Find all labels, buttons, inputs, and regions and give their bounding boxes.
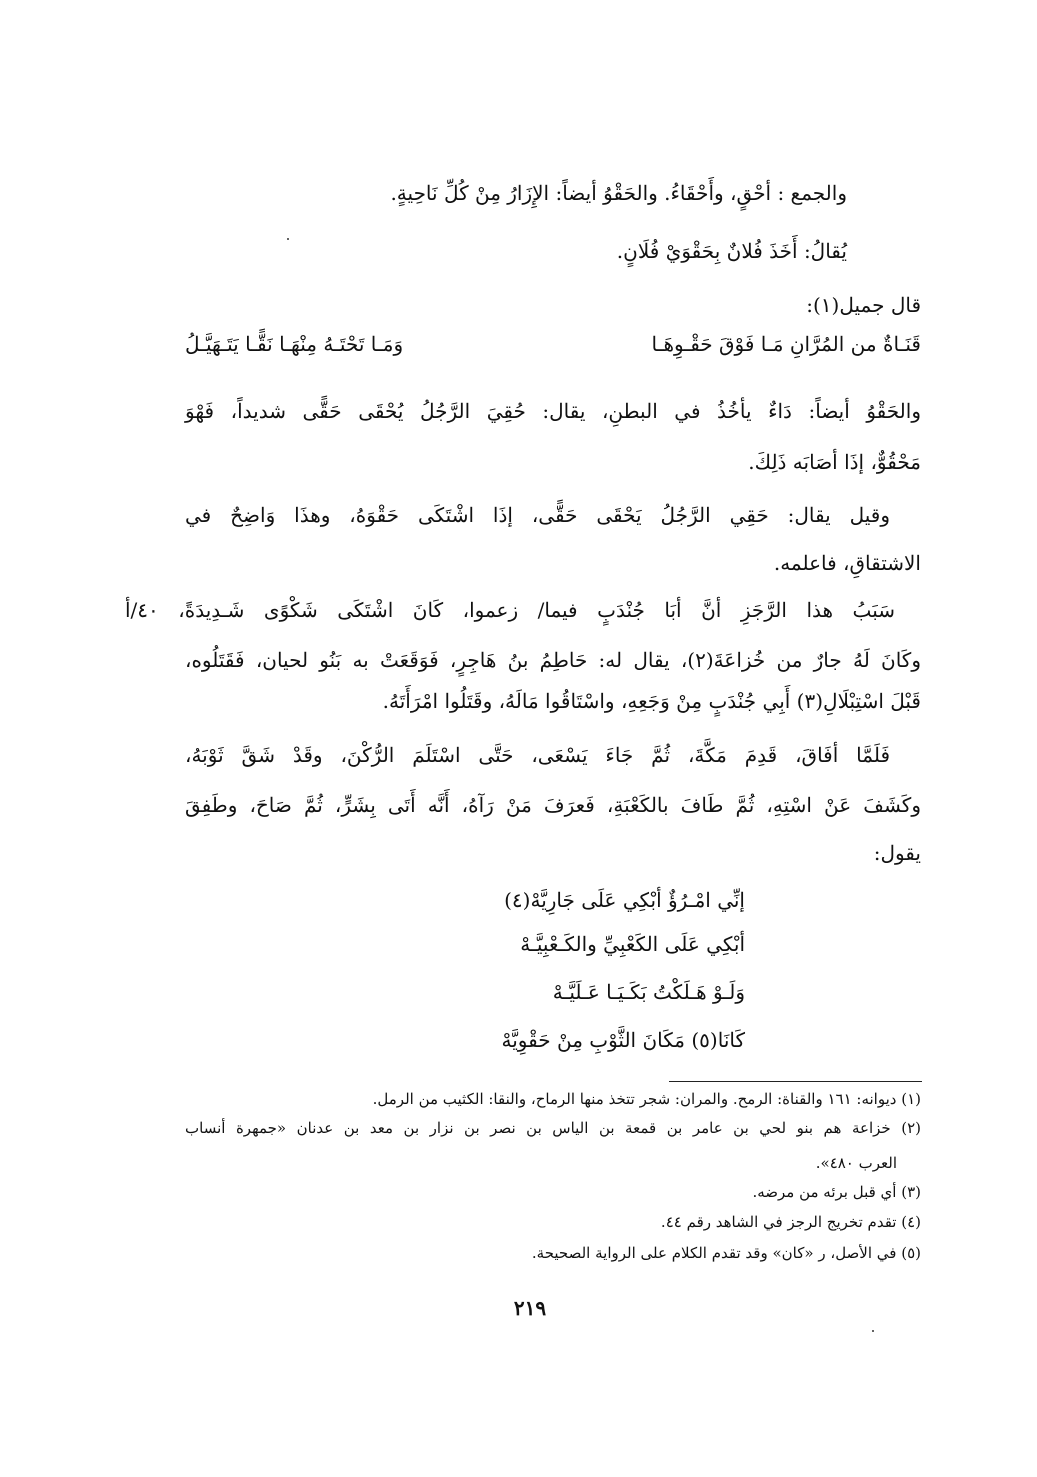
footnote-2: (٢) خزاعة هم بنو لحي بن عامر بن قمعة بن الياس بن نصر بن نزار بن معد بن عدنان «جمهرة أنساب — [185, 1119, 921, 1137]
text-line-5: والحَقْوُ أيضاً: دَاءٌ يأخُذُ في البطنِ، يقال: حُقِيَ الرَّجُلُ يُحْقَى حَقًّى شديداً، فَهْوَ — [185, 399, 921, 423]
text-line-8: الاشتقاقِ، فاعلمه. — [773, 551, 921, 575]
footnote-4: (٤) تقدم تخريج الرجز في الشاهد رقم ٤٤. — [660, 1213, 921, 1231]
text-line-9: سَبَبُ هذا الرَّجَزِ أنَّ أبَا جُنْدَبٍ فيما/ زعموا، كَانَ اشْتَكَى شَكْوًى شَـدِيدَةً، ٤٠/أ — [125, 598, 895, 622]
text-line-11: قَبْلَ اسْتِبْلَالِ(٣) أَبِي جُنْدَبٍ مِنْ وَجَعِهِ، واسْتَاقُوا مَالَهُ، وقَتَلُوا امْرَأَتَهُ. — [382, 689, 921, 713]
text-line-13: وكَشَفَ عَنْ اسْتِهِ، ثُمَّ طَافَ بالكَعْبَةِ، فَعرَفَ مَنْ رَآهُ، أَنَّه أَتَى بِشَرٍّ، ثُمَّ صَاحَ، وطَفِقَ — [185, 793, 921, 817]
verse-left-hemistich: وَمَـا تَحْتَـهُ مِنْهَـا نَقًّـا يَتَـهَيَّـلُ — [185, 332, 404, 356]
scan-speck — [287, 238, 289, 240]
text-line-3: قال جميل(١): — [806, 293, 921, 317]
footnote-3: (٣) أي قبل برئه من مرضه. — [752, 1183, 921, 1201]
footnote-1: (١) ديوانه: ١٦١ والقناة: الرمح. والمران: شجر تتخذ منها الرماح، والنقا: الكثيب من الرمل. — [372, 1090, 921, 1108]
footnote-5: (٥) في الأصل، ر «كان» وقد تقدم الكلام على الرواية الصحيحة. — [531, 1244, 921, 1262]
text-line-7: وقيل يقال: حَقِي الرَّجُلُ يَحْقَى حَقًّى، إذَا اشْتَكَى حَقْوَهُ، وهذَا وَاضِحٌ في — [185, 503, 890, 527]
rajaz-line: كَانَا(٥) مَكَانَ الثَّوْبِ مِنْ حَقْوِيَّهْ — [501, 1028, 745, 1052]
rajaz-line: إنِّي امْـرُؤٌ أبْكِي عَلَى جَارِيَّهْ(٤) — [504, 888, 745, 912]
rajaz-line: أبْكِي عَلَى الكَعْبِيِّ والكَـعْبِيَّـهْ — [520, 932, 745, 956]
footnote-2-continued: العرب ٤٨٠». — [815, 1154, 897, 1172]
scan-speck — [872, 1330, 874, 1332]
rajaz-line: وَلَـوْ هَـلَكْتُ بَكَـيَـا عَـلَيَّـهْ — [552, 980, 745, 1004]
text-line-14: يقول: — [873, 841, 921, 865]
text-line-6: مَحْقُوٌّ، إذَا أصَابَه ذَلِكَ. — [748, 450, 921, 474]
footnote-separator — [669, 1081, 922, 1082]
page-number: ٢١٩ — [513, 1296, 547, 1320]
text-line-10: وكَانَ لَهُ جارٌ من خُزاعَةَ(٢)، يقال له: حَاطِمُ بنُ هَاجِرٍ، فَوَقَعَتْ به بَنُو لحيان، فَقَتَلُوه، — [185, 648, 921, 672]
verse-couplet — [185, 332, 921, 372]
text-line-2: يُقالُ: أَخَذَ فُلانٌ بِحَقْوَيْ فُلَانٍ. — [616, 239, 847, 263]
text-line-1: والجمع : أحْقٍ، وأَحْقَاءُ. والحَقْوُ أيضاً: الإِزَارُ مِنْ كُلِّ نَاحِيةٍ. — [390, 181, 847, 205]
verse-right-hemistich: قَنَـاةٌ من المُرَّانِ مَـا فَوْقَ حَقْـوِهَـا — [651, 332, 921, 356]
text-line-12: فَلَمَّا أفَاقَ، قَدِمَ مَكَّةَ، ثُمَّ جَاءَ يَسْعَى، حَتَّى اسْتَلَمَ الرُّكْنَ، وقَدْ شَقَّ ثَوْبَهُ، — [185, 743, 890, 767]
